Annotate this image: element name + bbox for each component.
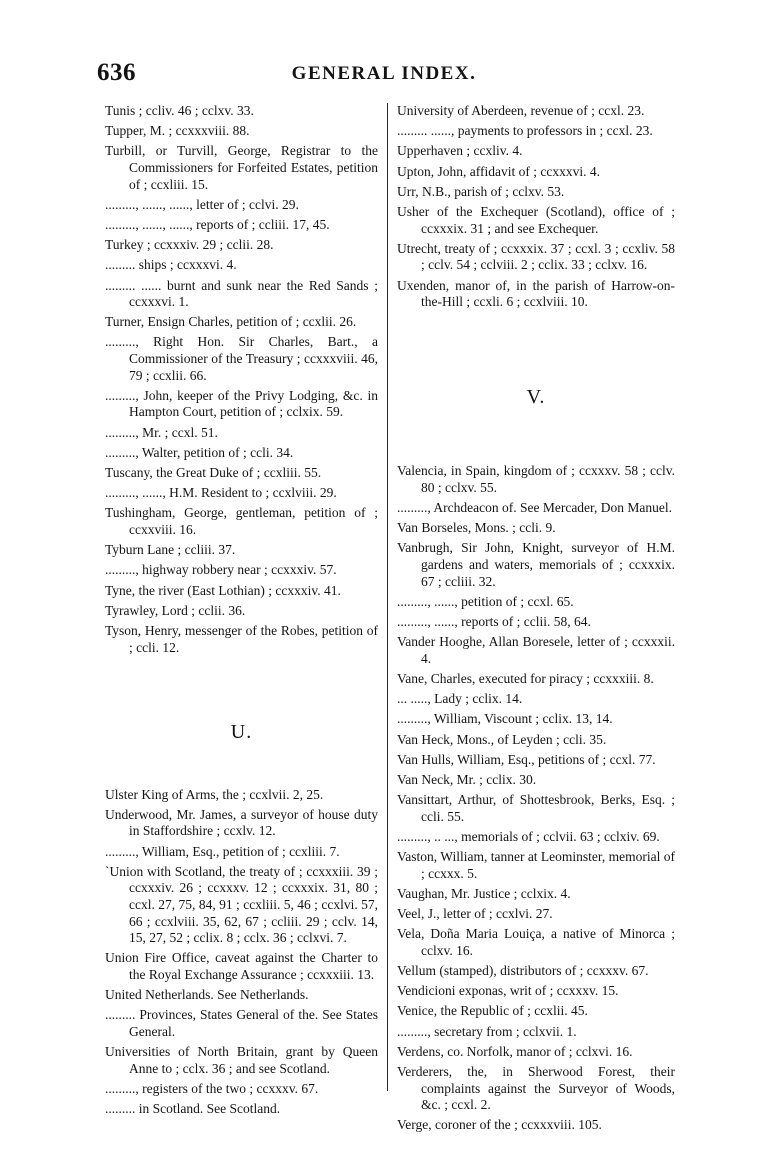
right-index-entry: Utrecht, treaty of ; ccxxxix. 37 ; ccxl. 3 ; ccxliv. 58 ; cclv. 54 ; cclviii. 2 ; cclix. 33 ; cclxv. 16. [397, 240, 675, 273]
right-index-entry: University of Aberdeen, revenue of ; ccxl. 23. [397, 103, 645, 118]
left-index-entry: Tyson, Henry, messenger of the Robes, petition of ; ccli. 12. [105, 622, 378, 655]
left-index-entry: ........., ......, H.M. Resident to ; ccxlviii. 29. [105, 485, 337, 501]
left-index-entry: Union Fire Office, caveat against the Charter to the Royal Exchange Assurance ; ccxxxiii. 13. [105, 950, 378, 982]
right-index-entry: Usher of the Exchequer (Scotland), office of ; ccxxxix. 31 ; and see Exchequer. [397, 203, 675, 236]
left-index-entry: Tuscany, the Great Duke of ; ccxliii. 55. [105, 465, 322, 480]
left-index-entry: ......... ships ; ccxxxvi. 4. [105, 257, 237, 273]
right-index-entry: ........., ......, petition of ; ccxl. 65. [397, 593, 574, 609]
left-index-entry: Tyburn Lane ; ccliii. 37. [105, 542, 236, 558]
right-index-entry: Vane, Charles, executed for piracy ; ccxxxiii. 8. [397, 670, 654, 686]
section-heading: V. [526, 385, 546, 408]
right-index-entry: Upton, John, affidavit of ; ccxxxvi. 4. [397, 163, 600, 179]
right-index-entry: Verderers, the, in Sherwood Forest, their complaints against the Surveyor of Woods, &c. ; ccxl. 2. [397, 1063, 675, 1113]
right-index-entry: Van Hulls, William, Esq., petitions of ; ccxl. 77. [397, 751, 656, 767]
right-index-entry: ... ....., Lady ; cclix. 14. [397, 691, 523, 707]
left-index-entry: ......... ...... burnt and sunk near the Red Sands ; ccxxxvi. 1. [105, 277, 378, 310]
right-index-entry: Upperhaven ; ccxliv. 4. [397, 143, 523, 159]
left-index-entry: Turkey ; ccxxxiv. 29 ; cclii. 28. [105, 237, 274, 253]
right-index-entry: Van Borseles, Mons. ; ccli. 9. [397, 520, 556, 536]
right-index-entry: Vendicioni exponas, writ of ; ccxxxv. 15. [397, 983, 619, 999]
right-index-entry: Vansittart, Arthur, of Shottesbrook, Berks, Esq. ; ccli. 55. [397, 792, 675, 824]
right-index-entry: Vaston, William, tanner at Leominster, memorial of ; ccxxx. 5. [397, 849, 675, 881]
right-index-entry: Vaughan, Mr. Justice ; cclxix. 4. [397, 885, 571, 901]
left-index-entry: Underwood, Mr. James, a surveyor of house duty in Staffordshire ; ccxlv. 12. [105, 806, 378, 839]
right-index-entry: Verge, coroner of the ; ccxxxviii. 105. [397, 1117, 602, 1133]
right-index-entry: Uxenden, manor of, in the parish of Harrow-on-the-Hill ; ccxli. 6 ; ccxlviii. 10. [397, 277, 675, 310]
left-index-entry: ........., Mr. ; ccxl. 51. [105, 424, 218, 440]
left-index-entry: ........., ......, ......, reports of ; ccliii. 17, 45. [105, 216, 330, 232]
left-index-entry: ........., Right Hon. Sir Charles, Bart., a Commissioner of the Treasury ; ccxxxviii. 46, 79 ; ccxlii. 66. [105, 334, 378, 383]
right-index-entry: Veel, J., letter of ; ccxlvi. 27. [397, 906, 553, 922]
left-index-entry: ........., registers of the two ; ccxxxv. 67. [105, 1080, 319, 1096]
column-divider [387, 103, 388, 1091]
left-index-entry: Tupper, M. ; ccxxxviii. 88. [105, 123, 250, 139]
left-index-entry: Turner, Ensign Charles, petition of ; ccxlii. 26. [105, 314, 357, 330]
right-index-entry: Van Neck, Mr. ; cclix. 30. [397, 771, 537, 787]
left-index-entry: ........., highway robbery near ; ccxxxiv. 57. [105, 562, 337, 578]
right-index-entry: Valencia, in Spain, kingdom of ; ccxxxv. 58 ; cclv. 80 ; cclxv. 55. [397, 463, 675, 495]
left-index-entry: Tyne, the river (East Lothian) ; ccxxxiv. 41. [105, 582, 341, 598]
left-column [105, 103, 378, 1121]
left-index-entry: Tunis ; ccliv. 46 ; cclxv. 33. [105, 103, 254, 118]
right-index-entry: Van Heck, Mons., of Leyden ; ccli. 35. [397, 731, 607, 747]
right-index-entry: ........., ......, reports of ; cclii. 58, 64. [397, 614, 591, 629]
right-index-entry: Vellum (stamped), distributors of ; ccxxxv. 67. [397, 963, 649, 978]
right-index-entry: ........., William, Viscount ; cclix. 13, 14. [397, 711, 613, 727]
page-number: 636 [97, 59, 136, 86]
right-index-entry: Venice, the Republic of ; ccxlii. 45. [397, 1003, 588, 1019]
section-heading: U. [230, 721, 253, 744]
right-index-entry: ........., secretary from ; cclxvii. 1. [397, 1023, 577, 1039]
right-index-entry: ......... ......, payments to professors in ; ccxl. 23. [397, 123, 653, 139]
left-index-entry: Universities of North Britain, grant by Queen Anne to ; cclx. 36 ; and see Scotland. [105, 1044, 378, 1076]
page-title: GENERAL INDEX. [291, 63, 477, 84]
right-index-entry: Vanbrugh, Sir John, Knight, surveyor of H.M. gardens and waters, memorials of ; ccxxxix. 67 ; ccliii. 32. [397, 540, 675, 589]
left-index-entry: ........., ......, ......, letter of ; cclvi. 29. [105, 196, 299, 212]
right-index-entry: Urr, N.B., parish of ; cclxv. 53. [397, 183, 565, 199]
left-index-entry: Tyrawley, Lord ; cclii. 36. [105, 602, 246, 618]
right-index-entry: Vela, Doña Maria Louiça, a native of Minorca ; cclxv. 16. [397, 926, 675, 958]
left-index-entry: Turbill, or Turvill, George, Registrar to the Commissioners for Forfeited Estates, petition of ; ccxliii. 15. [105, 143, 378, 192]
right-index-entry: Vander Hooghe, Allan Boresele, letter of ; ccxxxii. 4. [397, 634, 675, 666]
right-index-entry: ........., Archdeacon of. See Mercader, Don Manuel. [397, 500, 672, 516]
left-index-entry: Tushingham, George, gentleman, petition of ; ccxxviii. 16. [105, 505, 378, 537]
right-column [397, 103, 675, 1138]
right-index-entry: ........., .. ..., memorials of ; cclvii. 63 ; cclxiv. 69. [397, 828, 660, 844]
left-index-entry: Ulster King of Arms, the ; ccxlvii. 2, 25. [105, 786, 324, 802]
left-index-entry: United Netherlands. See Netherlands. [105, 987, 309, 1003]
left-index-entry: ........., John, keeper of the Privy Lodging, &c. in Hampton Court, petition of ; cclxix. 59. [105, 387, 378, 420]
right-index-entry: Verdens, co. Norfolk, manor of ; cclxvi. 16. [397, 1043, 633, 1059]
left-index-entry: ......... Provinces, States General of the. See States General. [105, 1007, 378, 1039]
left-index-entry: `Union with Scotland, the treaty of ; ccxxxiii. 39 ; ccxxxiv. 26 ; ccxxxv. 12 ; ccxxxix. 31, 80 ; ccxl. 27, 75, 84, 91 ; ccxliii. 5, 46 ; ccxlvi. 57, 66 ; ccxlviii. 35, 62, 67 ; ccliii. 29 ; cclv. 14, 15, 27, 52 ; cclix. 8 ; cclx. 36 ; cclxvi. 7. [105, 863, 378, 946]
left-index-entry: ........., Walter, petition of ; ccli. 34. [105, 444, 294, 460]
left-index-entry: ......... in Scotland. See Scotland. [105, 1101, 281, 1117]
left-index-entry: ........., William, Esq., petition of ; ccxliii. 7. [105, 843, 340, 859]
